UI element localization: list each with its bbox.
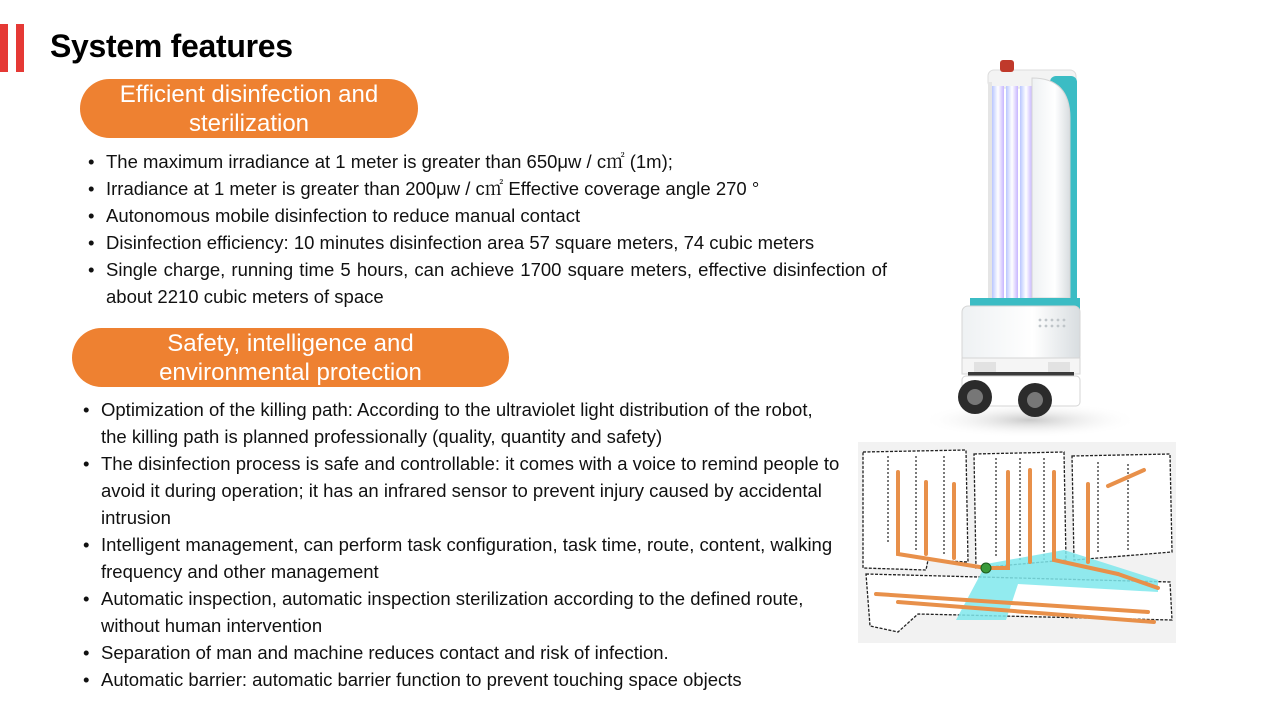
list-item: • Autonomous mobile disinfection to reduce manual contact — [86, 202, 887, 229]
list-item: • Separation of man and machine reduces contact and risk of infection. — [81, 639, 841, 666]
list-item: • Irradiance at 1 meter is greater than 200μw / c㎡ Effective coverage angle 270 ° — [86, 175, 887, 202]
list-item: • Automatic inspection, automatic inspection sterilization according to the defined route, without human intervention — [81, 585, 841, 639]
list-item: • The maximum irradiance at 1 meter is greater than 650μw / c㎡ (1m); — [86, 148, 887, 175]
list-item: • Intelligent management, can perform task configuration, task time, route, content, walking frequency and other management — [81, 531, 841, 585]
section2-heading: Safety, intelligence and environmental protection — [159, 329, 422, 386]
disinfection-path-map-image — [858, 442, 1176, 643]
section1-heading: Efficient disinfection and sterilization — [119, 80, 379, 137]
list-item: • The disinfection process is safe and controllable: it comes with a voice to remind people to avoid it during operation; it has an infrared sensor to prevent injury caused by accidental intrusion — [81, 450, 841, 531]
section2-heading-pill — [72, 328, 509, 387]
page-title: System features — [50, 28, 293, 64]
accent-bar-left — [0, 24, 8, 72]
list-item: • Optimization of the killing path: According to the ultraviolet light distribution of the robot, the killing path is planned professionally (quality, quantity and safety) — [81, 396, 841, 450]
list-item: • Automatic barrier: automatic barrier function to prevent touching space objects — [81, 666, 841, 693]
accent-bar-right — [16, 24, 24, 72]
section2-bullet-list — [81, 396, 841, 693]
section1-bullet-list — [86, 148, 887, 310]
list-item: • Single charge, running time 5 hours, can achieve 1700 square meters, effective disinfection of about 2210 cubic meters of space — [86, 256, 887, 310]
section1-heading-pill — [80, 79, 418, 138]
uv-disinfection-robot-image — [930, 58, 1130, 438]
list-item: • Disinfection efficiency: 10 minutes disinfection area 57 square meters, 74 cubic meters — [86, 229, 887, 256]
